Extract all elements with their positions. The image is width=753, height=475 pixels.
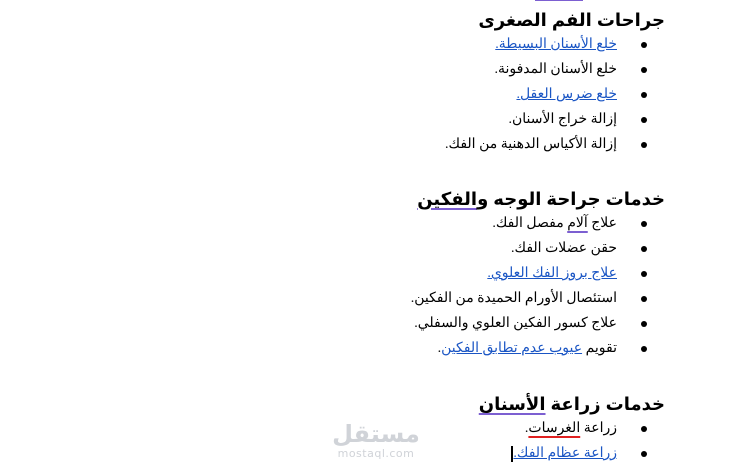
list-item[interactable] — [479, 441, 617, 466]
service-link[interactable]: علاج بروز الفك العلوي. — [487, 266, 617, 281]
service-text: استئصال الأورام الحميدة من الفكين. — [410, 291, 617, 306]
service-text-suffix: . — [437, 341, 442, 356]
spellcheck-marked-word: الغرسات — [528, 421, 581, 436]
list-item — [479, 416, 617, 441]
heading-underlined-word: الفكين — [417, 189, 478, 209]
service-text: إزالة الأكياس الدهنية من الفك. — [445, 137, 617, 152]
service-text-prefix: علاج — [587, 216, 617, 231]
service-text-prefix: تقويم — [582, 341, 617, 356]
service-text-prefix: زراعة — [580, 421, 617, 436]
service-text: حقن عضلات الفك. — [511, 241, 617, 256]
service-link[interactable]: عيوب عدم تطابق الفكين — [441, 341, 583, 356]
watermark-arabic: مستقل — [332, 420, 420, 448]
service-text-suffix: . — [524, 421, 529, 436]
list-item[interactable] — [445, 82, 617, 107]
list-item — [411, 211, 617, 236]
heading-part: خدمات زراعة — [545, 394, 665, 414]
service-link[interactable]: خلع الأسنان البسيطة. — [495, 37, 617, 52]
list-item — [445, 132, 617, 157]
section-heading — [479, 392, 665, 416]
service-list — [479, 416, 665, 466]
section-maxillofacial-surgery — [411, 187, 665, 361]
list-item — [445, 107, 617, 132]
list-item — [411, 311, 617, 336]
list-item[interactable] — [445, 32, 617, 57]
watermark-logo — [328, 420, 424, 460]
cut-off-underline — [535, 0, 583, 1]
service-list — [445, 32, 665, 157]
section-dental-implants — [479, 392, 665, 466]
service-text: علاج كسور الفكين العلوي والسفلي. — [414, 316, 617, 331]
cut-off-text-line — [103, 0, 663, 5]
section-heading — [411, 187, 665, 211]
service-list — [411, 211, 665, 361]
service-text: خلع الأسنان المدفونة. — [494, 62, 617, 77]
list-item — [411, 236, 617, 261]
section-heading: جراحات الفم الصغرى — [478, 10, 665, 30]
service-text: إزالة خراج الأسنان. — [508, 112, 617, 127]
list-item — [411, 286, 617, 311]
heading-part: خدمات جراحة الوجه و — [477, 189, 665, 209]
watermark-latin: mostaql.com — [337, 447, 415, 460]
section-minor-oral-surgery — [445, 8, 665, 157]
service-text-suffix: مفصل الفك. — [492, 216, 568, 231]
list-item[interactable] — [411, 336, 617, 361]
list-item — [445, 57, 617, 82]
heading-underlined-word: الأسنان — [478, 394, 546, 414]
list-item[interactable] — [411, 261, 617, 286]
service-link[interactable]: زراعة عظام الفك. — [513, 446, 617, 461]
marked-word: آلام — [567, 216, 588, 231]
service-link[interactable]: خلع ضرس العقل. — [516, 87, 617, 102]
